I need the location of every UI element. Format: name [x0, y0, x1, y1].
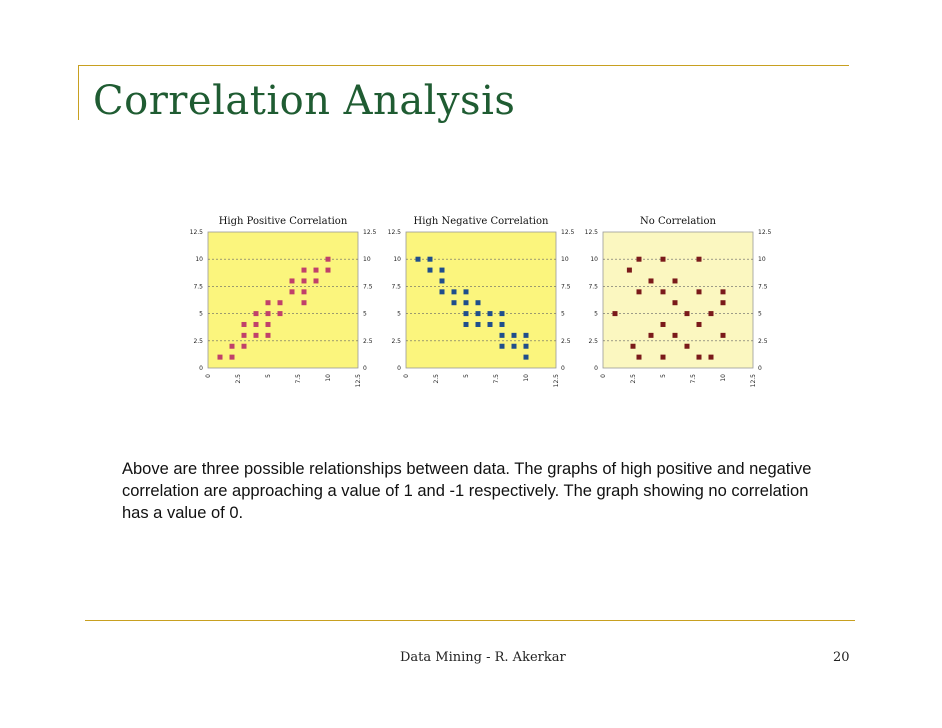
x-tick-label: 10: [523, 374, 530, 382]
y-tick-label-right: 5: [758, 310, 762, 318]
y-tick-label: 0: [594, 365, 598, 372]
y-tick-label-right: 12.5: [363, 229, 377, 236]
y-tick-label-right: 10: [561, 256, 569, 264]
x-tick-label: 5: [265, 374, 272, 378]
data-point: [266, 311, 271, 316]
data-point: [230, 344, 235, 349]
data-point: [500, 322, 505, 327]
plot-area: [603, 232, 753, 368]
data-point: [218, 355, 223, 360]
data-point: [637, 355, 642, 360]
y-tick-label-right: 2.5: [758, 337, 768, 345]
x-tick-label: 2.5: [235, 374, 242, 384]
data-point: [326, 268, 331, 273]
x-tick-label: 7.5: [690, 374, 697, 384]
data-point: [627, 268, 632, 273]
data-point: [488, 322, 493, 327]
data-point: [661, 355, 666, 360]
chart-high-negative-svg: [378, 210, 573, 400]
data-point: [697, 355, 702, 360]
data-point: [266, 300, 271, 305]
y-tick-label: 0: [199, 365, 203, 372]
y-tick-label: 5: [397, 310, 401, 318]
top-rule: [78, 65, 849, 66]
left-rule: [78, 65, 79, 120]
data-point: [649, 278, 654, 283]
data-point: [302, 278, 307, 283]
y-tick-label-right: 2.5: [561, 337, 571, 345]
plot-area: [406, 232, 556, 368]
slide-title: Correlation Analysis: [93, 78, 516, 124]
data-point: [254, 311, 259, 316]
data-point: [278, 311, 283, 316]
x-tick-label: 7.5: [295, 374, 302, 384]
data-point: [230, 355, 235, 360]
data-point: [685, 344, 690, 349]
data-point: [637, 289, 642, 294]
chart-no-correlation: [575, 210, 770, 400]
data-point: [697, 257, 702, 262]
page-number: 20: [833, 650, 850, 665]
slide-caption: Above are three possible relationships between data. The graphs of high positive and negative correlation are approaching a value of 1 and -1 respectively. The graph showing no correlation has a value of 0.: [122, 460, 812, 522]
x-tick-label: 12.5: [355, 374, 362, 388]
y-tick-label: 2.5: [588, 337, 598, 345]
data-point: [661, 257, 666, 262]
data-point: [476, 322, 481, 327]
x-tick-label: 7.5: [493, 374, 500, 384]
data-point: [512, 344, 517, 349]
chart-high-positive: [180, 210, 375, 400]
y-tick-label-right: 7.5: [758, 283, 768, 291]
data-point: [524, 344, 529, 349]
x-tick-label: 0: [403, 374, 410, 378]
data-point: [314, 278, 319, 283]
y-tick-label-right: 10: [363, 256, 371, 264]
y-tick-label-right: 7.5: [363, 283, 373, 291]
data-point: [254, 333, 259, 338]
bottom-rule: [85, 620, 855, 621]
data-point: [302, 300, 307, 305]
data-point: [452, 289, 457, 294]
y-tick-label: 5: [594, 310, 598, 318]
y-tick-label-right: 12.5: [758, 229, 772, 236]
x-tick-label: 0: [205, 374, 212, 378]
data-point: [242, 322, 247, 327]
data-point: [709, 311, 714, 316]
y-tick-label: 7.5: [588, 283, 598, 291]
y-tick-label: 7.5: [391, 283, 401, 291]
data-point: [524, 355, 529, 360]
x-tick-label: 2.5: [630, 374, 637, 384]
x-tick-label: 10: [720, 374, 727, 382]
y-tick-label: 5: [199, 310, 203, 318]
y-tick-label-right: 2.5: [363, 337, 373, 345]
data-point: [649, 333, 654, 338]
data-point: [266, 333, 271, 338]
y-tick-label-right: 10: [758, 256, 766, 264]
data-point: [428, 257, 433, 262]
data-point: [326, 257, 331, 262]
y-tick-label: 10: [393, 256, 401, 264]
data-point: [440, 289, 445, 294]
data-point: [476, 300, 481, 305]
data-point: [673, 300, 678, 305]
x-tick-label: 12.5: [750, 374, 757, 388]
y-tick-label: 12.5: [584, 229, 598, 236]
data-point: [242, 333, 247, 338]
data-point: [440, 278, 445, 283]
data-point: [631, 344, 636, 349]
y-tick-label-right: 0: [561, 365, 565, 372]
data-point: [428, 268, 433, 273]
x-tick-label: 0: [600, 374, 607, 378]
chart-title: No Correlation: [640, 216, 716, 227]
data-point: [673, 278, 678, 283]
y-tick-label: 7.5: [193, 283, 203, 291]
data-point: [661, 289, 666, 294]
data-point: [278, 300, 283, 305]
data-point: [464, 311, 469, 316]
x-tick-label: 5: [660, 374, 667, 378]
chart-title: High Negative Correlation: [413, 216, 549, 227]
data-point: [697, 289, 702, 294]
data-point: [721, 289, 726, 294]
data-point: [314, 268, 319, 273]
data-point: [500, 344, 505, 349]
chart-no-correlation-svg: [575, 210, 770, 400]
data-point: [290, 289, 295, 294]
y-tick-label-right: 5: [561, 310, 565, 318]
y-tick-label: 10: [590, 256, 598, 264]
y-tick-label: 2.5: [193, 337, 203, 345]
y-tick-label: 12.5: [189, 229, 203, 236]
y-tick-label: 12.5: [387, 229, 401, 236]
data-point: [524, 333, 529, 338]
data-point: [512, 333, 517, 338]
data-point: [500, 333, 505, 338]
chart-high-negative: [378, 210, 573, 400]
data-point: [721, 333, 726, 338]
y-tick-label: 0: [397, 365, 401, 372]
y-tick-label: 2.5: [391, 337, 401, 345]
data-point: [302, 268, 307, 273]
x-tick-label: 2.5: [433, 374, 440, 384]
footer-author: Data Mining - R. Akerkar: [400, 650, 566, 665]
data-point: [440, 268, 445, 273]
y-tick-label-right: 7.5: [561, 283, 571, 291]
y-tick-label-right: 5: [363, 310, 367, 318]
data-point: [661, 322, 666, 327]
x-tick-label: 12.5: [553, 374, 560, 388]
data-point: [673, 333, 678, 338]
chart-high-positive-svg: [180, 210, 375, 400]
data-point: [721, 300, 726, 305]
data-point: [464, 322, 469, 327]
data-point: [500, 311, 505, 316]
data-point: [464, 300, 469, 305]
chart-title: High Positive Correlation: [218, 216, 348, 227]
y-tick-label-right: 0: [758, 365, 762, 372]
data-point: [254, 322, 259, 327]
data-point: [476, 311, 481, 316]
data-point: [709, 355, 714, 360]
y-tick-label-right: 0: [363, 365, 367, 372]
data-point: [464, 289, 469, 294]
data-point: [452, 300, 457, 305]
data-point: [697, 322, 702, 327]
data-point: [613, 311, 618, 316]
data-point: [488, 311, 493, 316]
data-point: [290, 278, 295, 283]
data-point: [416, 257, 421, 262]
x-tick-label: 10: [325, 374, 332, 382]
data-point: [685, 311, 690, 316]
data-point: [302, 289, 307, 294]
x-tick-label: 5: [463, 374, 470, 378]
y-tick-label: 10: [195, 256, 203, 264]
data-point: [637, 257, 642, 262]
data-point: [266, 322, 271, 327]
data-point: [242, 344, 247, 349]
y-tick-label-right: 12.5: [561, 229, 575, 236]
